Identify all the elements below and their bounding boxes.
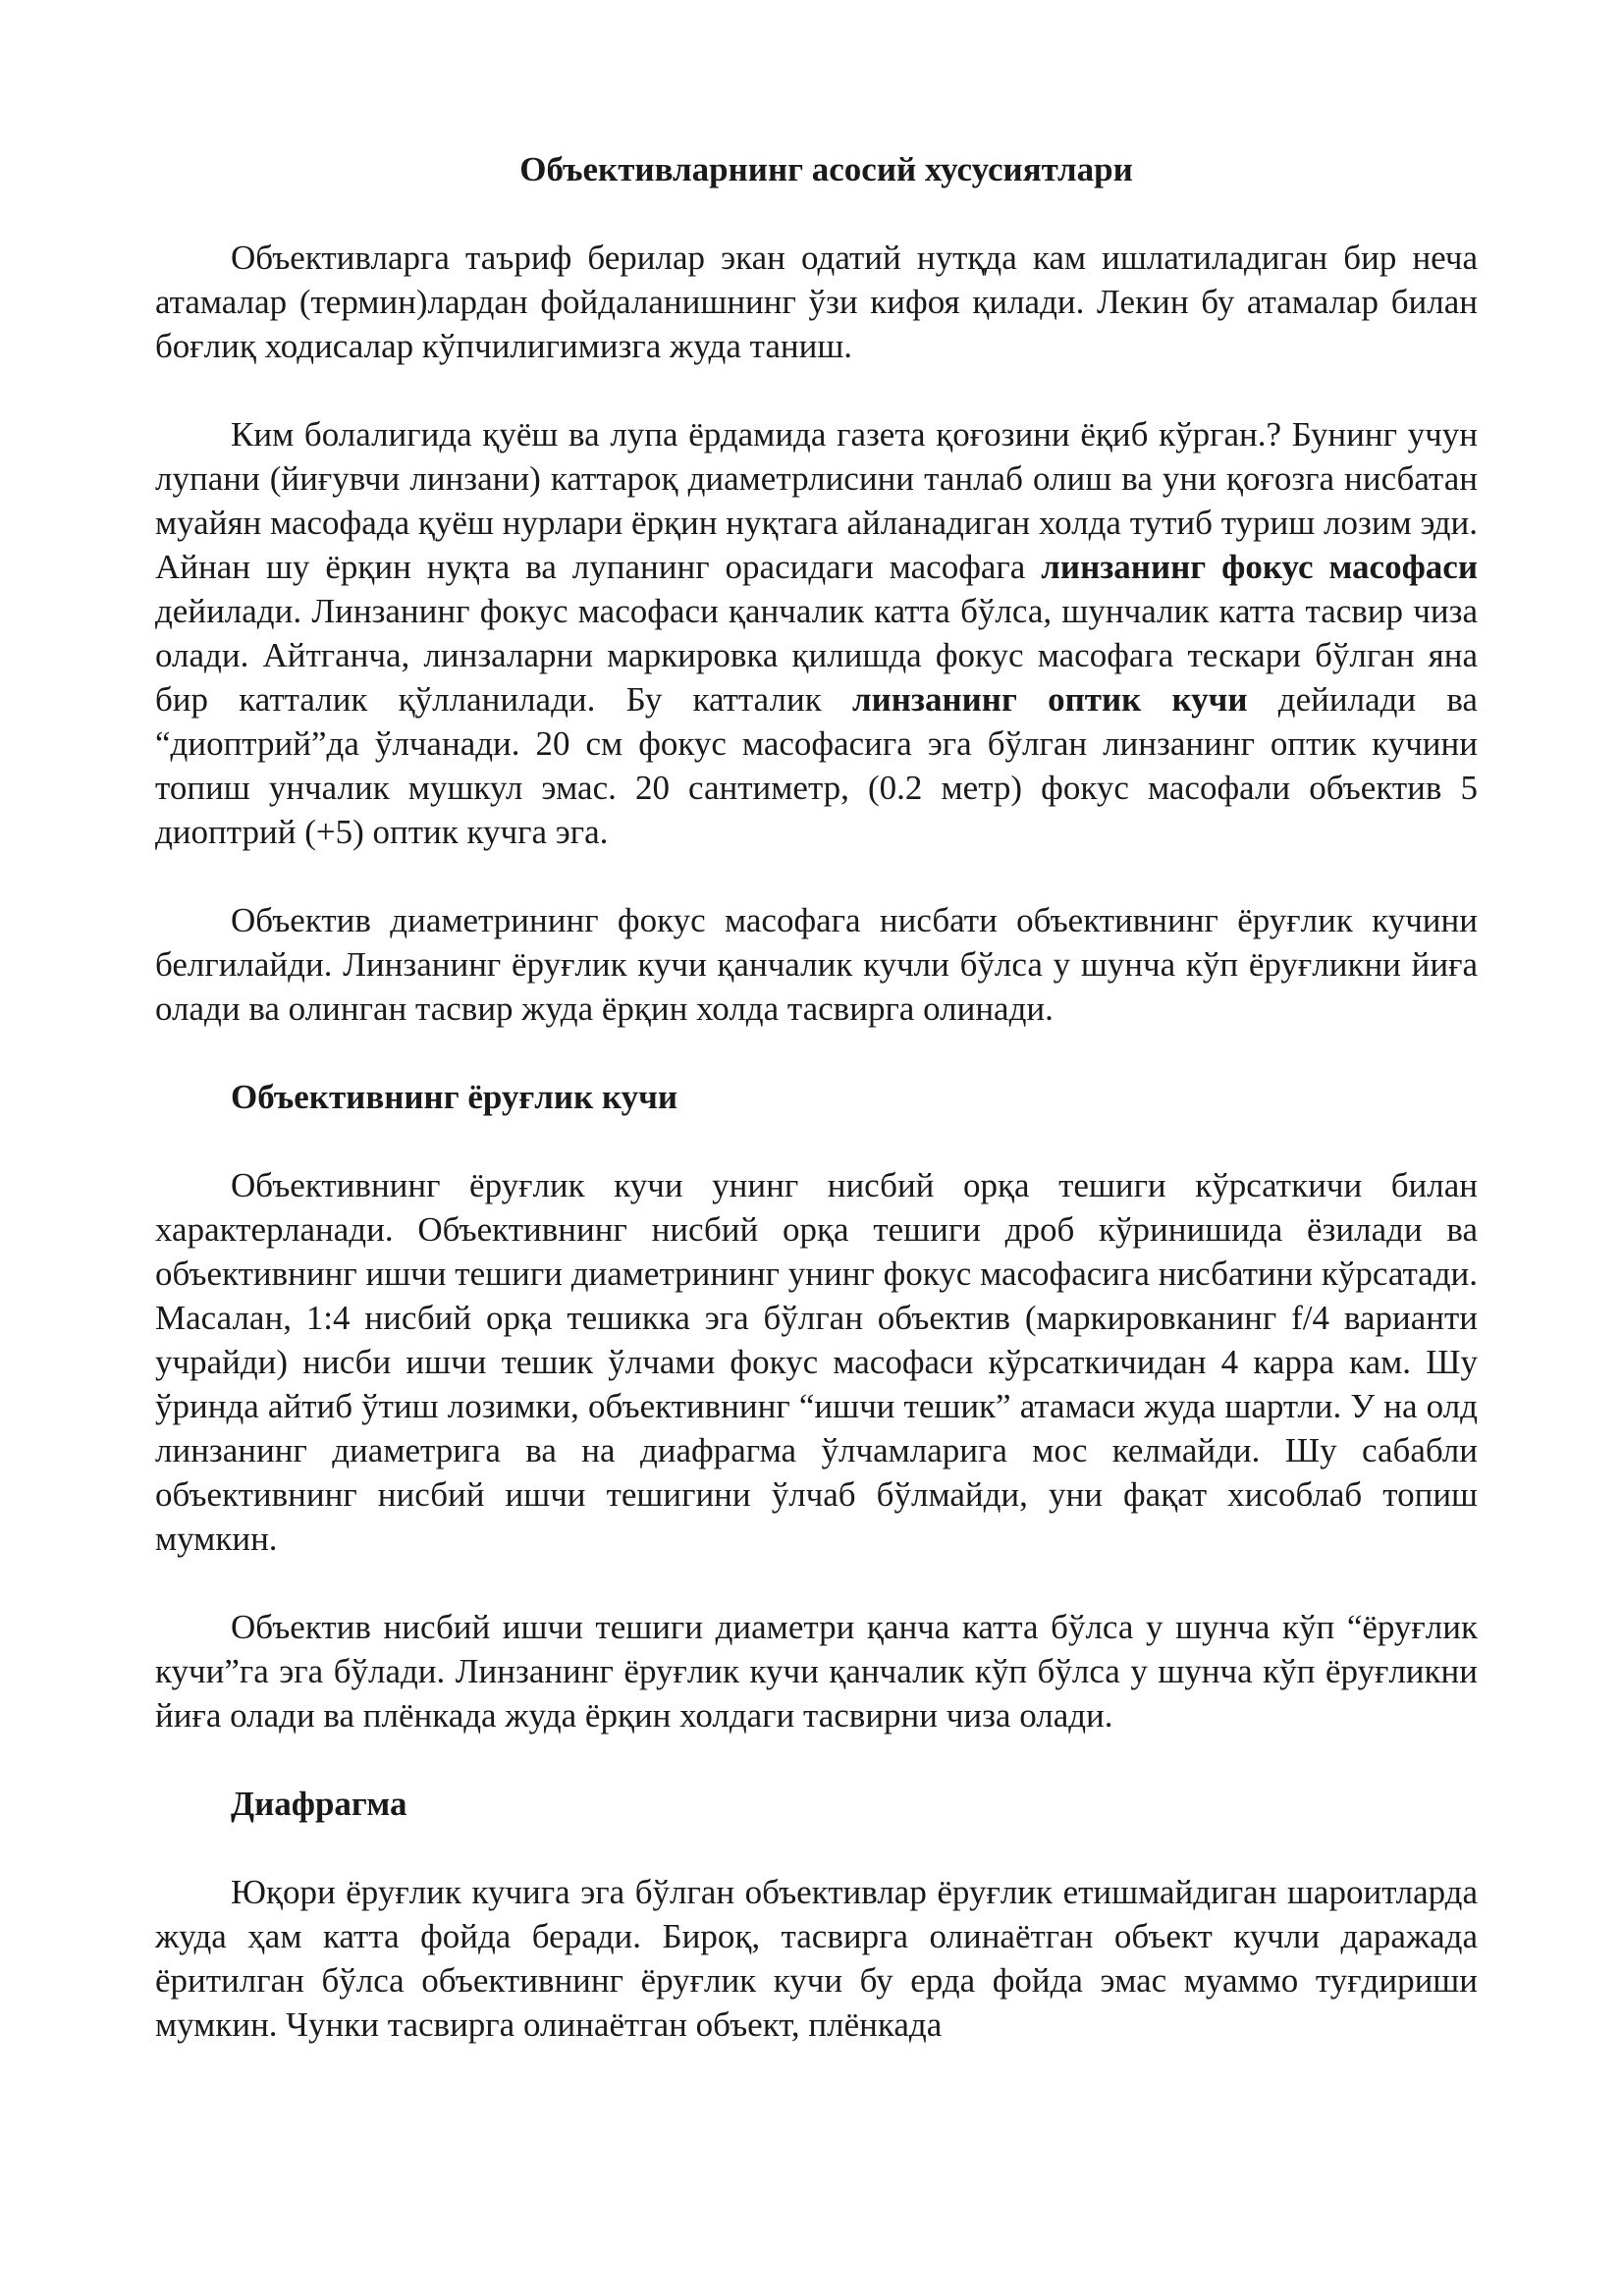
document-page (155, 147, 1478, 2091)
page-title: Объективларнинг асосий хусусиятлари (519, 150, 1133, 188)
paragraph-text: Ким болалигида қуёш ва лупа ёрдамида газета қоғозини ёқиб кўрган.? Бунинг учун лупани (йиғувчи линзани) каттароқ диаметрлисини танлаб олиш ва уни қоғозга нисбатан муайян масофада қуёш нурлари ёрқин нуқтага айланадиган холда тутиб туриш лозим эди. Айнан шу ёрқин нуқта ва лупанинг орасидаги масофага (155, 415, 1478, 586)
section-heading-diaphragm: Диафрагма (231, 1785, 407, 1823)
paragraph-text: дейилади ва “диоптрий”да ўлчанади. 20 см фокус масофасига эга бўлган линзанинг оптик кучини топиш унчалик мушкул эмас. 20 сантиметр, (0.2 метр) фокус масофали объектив 5 диоптрий (+5) оптик кучга эга. (155, 680, 1478, 851)
paragraph-diaphragm: Юқори ёруғлик кучига эга бўлган объективлар ёруғлик етишмайдиган шароитларда жуда ҳам катта фойда беради. Бироқ, тасвирга олинаётган объект кучли даражада ёритилган бўлса объективнинг ёруғлик кучи бу ерда фойда эмас муаммо туғдириши мумкин. Чунки тасвирга олинаётган объект, плёнкада (155, 1873, 1478, 2044)
paragraph-relative-aperture: Объективнинг ёруғлик кучи унинг нисбий орқа тешиги кўрсаткичи билан характерланади. Объективнинг нисбий орқа тешиги дроб кўринишида ёзилади ва объективнинг ишчи тешиги диаметрининг унинг фокус масофасига нисбатини кўрсатади. Масалан, 1:4 нисбий орқа тешикка эга бўлган объектив (маркировканинг f/4 варианти учрайди) нисби ишчи тешик ўлчами фокус масофаси кўрсаткичидан 4 карра кам. Шу ўринда айтиб ўтиш лозимки, объективнинг “ишчи тешик” атамаси жуда шартли. У на олд линзанинг диаметрига ва на диафрагма ўлчамларига мос келмайди. Шу сабабли объективнинг нисбий ишчи тешигини ўлчаб бўлмайди, уни фақат хисоблаб топиш мумкин. (155, 1166, 1478, 1558)
term-focal-length: линзанинг фокус масофаси (1041, 548, 1478, 586)
paragraph-light-power: Объектив нисбий ишчи тешиги диаметри қанча катта бўлса у шунча кўп “ёруғлик кучи”га эга бўлади. Линзанинг ёруғлик кучи қанчалик кўп бўлса у шунча кўп ёруғликни йиға олади ва плёнкада жуда ёрқин холдаги тасвирни чиза олади. (155, 1608, 1478, 1735)
section-heading-light-power: Объективнинг ёруғлик кучи (231, 1078, 678, 1116)
term-optical-power: линзанинг оптик кучи (851, 680, 1248, 719)
paragraph-text: дейилади. Линзанинг фокус масофаси қанчалик катта бўлса, шунчалик катта тасвир чиза олади. Айтганча, линзаларни маркировка қилишда фокус масофага тескари бўлган яна бир катталик қўлланилади. Бу катталик (155, 592, 1478, 719)
paragraph-intro: Объективларга таъриф берилар экан одатий нутқда кам ишлатиладиган бир неча атамалар (термин)лардан фойдаланишнинг ўзи кифоя қилади. Лекин бу атамалар билан боғлиқ ходисалар кўпчилигимизга жуда таниш. (155, 239, 1478, 365)
paragraph-focal-length (155, 412, 1478, 854)
paragraph-aperture-ratio: Объектив диаметрининг фокус масофага нисбати объективнинг ёруғлик кучини белгилайди. Линзанинг ёруғлик кучи қанчалик кучли бўлса у шунча кўп ёруғликни йиға олади ва олинган тасвир жуда ёрқин холда тасвирга олинади. (155, 901, 1478, 1028)
